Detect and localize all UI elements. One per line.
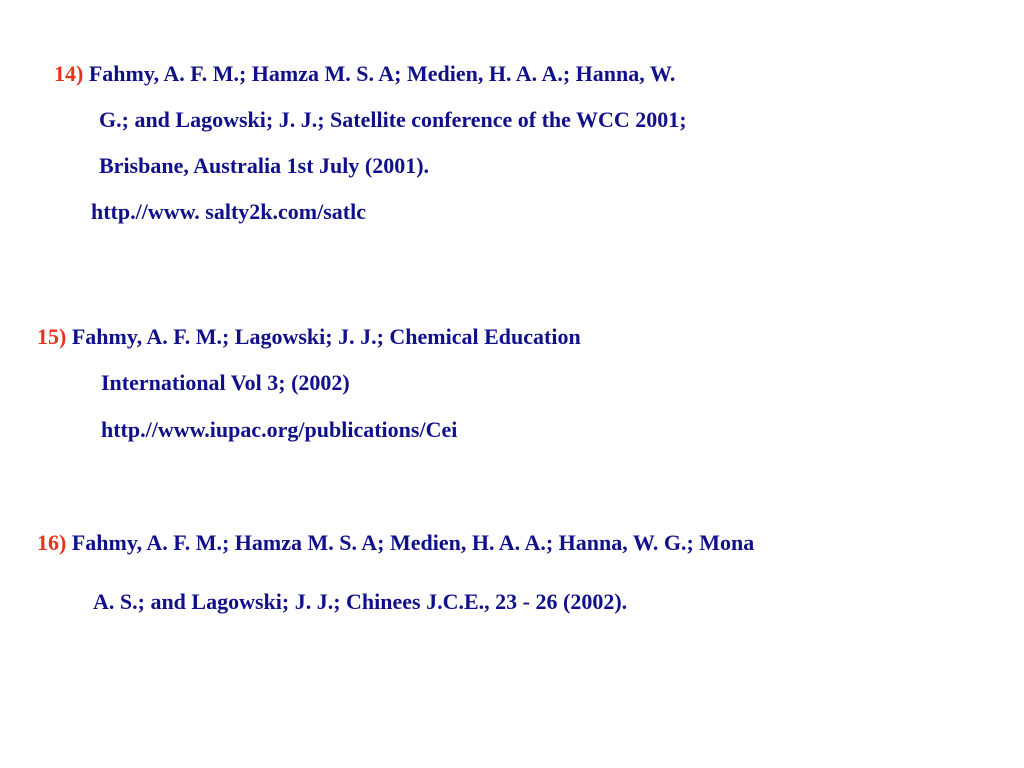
reference-14-line-2: G.; and Lagowski; J. J.; Satellite conference of the WCC 2001; [99,107,687,132]
reference-14-url: http.//www. salty2k.com/satlc [91,199,366,224]
reference-number: 14) [54,61,84,86]
reference-16-line-1 [37,530,754,556]
reference-text: Fahmy, A. F. M.; Lagowski; J. J.; Chemical Education [71,324,581,349]
reference-number: 15) [37,324,67,349]
reference-14-line-1 [54,61,675,87]
reference-number: 16) [37,530,67,555]
reference-16-line-2: A. S.; and Lagowski; J. J.; Chinees J.C.E., 23 - 26 (2002). [93,589,628,614]
reference-14-line-3: Brisbane, Australia 1st July (2001). [99,153,430,178]
reference-15-line-1 [37,324,581,350]
reference-text: Fahmy, A. F. M.; Hamza M. S. A; Medien, H. A. A.; Hanna, W. [88,61,676,86]
reference-15-url: http.//www.iupac.org/publications/Cei [101,417,458,442]
reference-15-line-2: International Vol 3; (2002) [101,370,350,395]
reference-text: Fahmy, A. F. M.; Hamza M. S. A; Medien, H. A. A.; Hanna, W. G.; Mona [71,530,755,555]
